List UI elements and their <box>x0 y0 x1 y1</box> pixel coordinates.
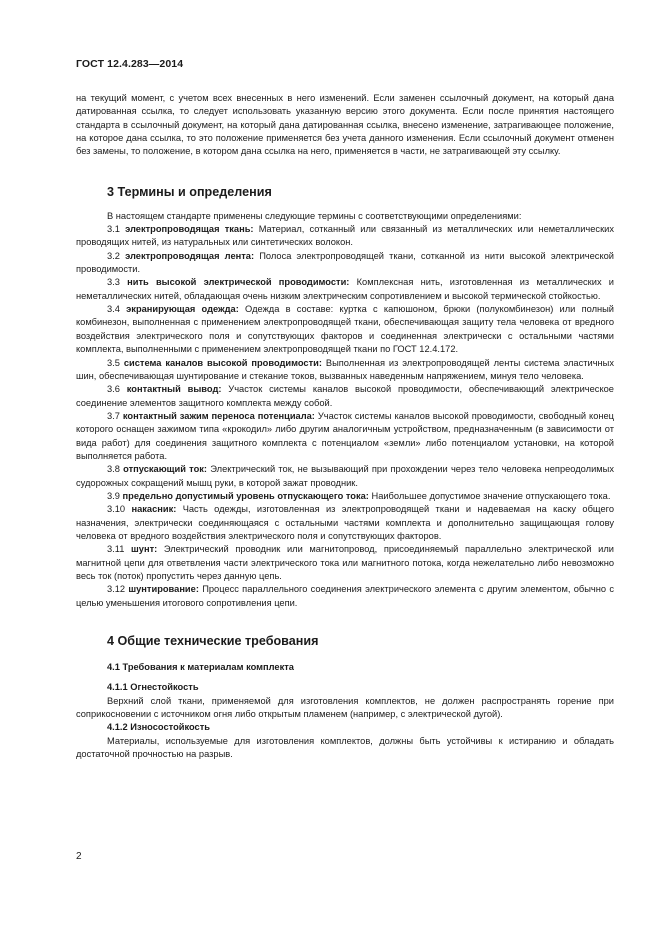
section-3-intro: В настоящем стандарте применены следующие термины с соответствующими определениями: <box>107 210 522 221</box>
term-number: 3.5 <box>107 357 120 368</box>
term-number: 3.7 <box>107 410 120 421</box>
term-entry <box>76 543 614 583</box>
term-name: шунтирование: <box>128 584 199 595</box>
page-number: 2 <box>76 851 82 862</box>
term-entry <box>76 357 614 384</box>
term-number: 3.11 <box>107 544 125 555</box>
term-entry <box>76 503 614 543</box>
term-number: 3.10 <box>107 504 126 515</box>
term-number: 3.12 <box>107 584 126 595</box>
subsection-4-1-heading: 4.1 Требования к материалам комплекта <box>107 662 294 673</box>
term-definition: Комплексная нить, изготовленная из металлических и неметаллических нитей, обладающая очень низким электрическим сопротивлением и высокой термической стойкостью. <box>76 277 614 301</box>
term-name: контактный зажим переноса потенциала: <box>122 410 315 421</box>
terms-list <box>76 223 614 610</box>
term-definition: Материал, сотканный или связанный из металлических или неметаллических проводящих нитей, из натуральных или синтетических волокон. <box>76 224 614 248</box>
term-name: электропроводящая ткань: <box>125 224 254 235</box>
term-name: экранирующая одежда: <box>126 304 239 315</box>
term-definition: Участок системы каналов высокой проводимости, обеспечивающий электрическое соединение элементов защитного комплекта между собой. <box>76 384 614 408</box>
term-name: электропроводящая лента: <box>125 250 255 261</box>
term-definition: Процесс параллельного соединения электрического элемента с другим элементом, обычно с целью уменьшения итогового сопротивления цепи. <box>76 584 614 608</box>
subsection-4-1-1-heading: 4.1.1 Огнестойкость <box>107 682 199 693</box>
term-number: 3.9 <box>107 490 120 501</box>
intro-paragraph: на текущий момент, с учетом всех внесенных в него изменений. Если заменен ссылочный документ, на который дана датированная ссылка, то следует использовать указанную версию этого документа. Если после принятия настоящего стандарта в ссылочный документ, на который дана датированная ссылка, внесено изменение, затрагивающее положение, на которое дана ссылка, то это положение применяется без учета данного изменения. Если ссылочный документ отменен без замены, то положение, в котором дана ссылка на него, применяется в части, не затрагивающей эту ссылку. <box>76 93 614 157</box>
document-header: ГОСТ 12.4.283—2014 <box>76 58 184 70</box>
term-definition: Часть одежды, изготовленная из электропроводящей ткани и надеваемая на каску общего назначения, электрически соединяющаяся с остальными частями комплекта и дополнительно защищающая голову человека от вредного воздействия электрического поля и сопутствующих факторов. <box>76 504 614 541</box>
term-definition: Наибольшее допустимое значение отпускающего тока. <box>371 490 611 501</box>
term-entry <box>76 463 614 490</box>
term-definition: Полоса электропроводящей ткани, сотканной из нити высокой электрической проводимости. <box>76 250 614 275</box>
term-number: 3.2 <box>107 250 120 261</box>
subsection-4-1-1-text: Верхний слой ткани, применяемой для изготовления комплектов, не должен распространять горение при соприкосновении с источником огня либо открытым пламенем (например, с электрической дугой). <box>76 695 614 720</box>
term-definition: Электрический проводник или магнитопровод, присоединяемый параллельно электрической или магнитной цепи для ответвления части электрического тока или магнитного потока, когда нежелательно либо невозможно весь ток (поток) пропустить через данную цепь. <box>76 544 614 581</box>
term-number: 3.1 <box>107 224 120 235</box>
term-definition: Электрический ток, не вызывающий при прохождении через тело человека непреодолимых судорожных сокращений мышц руки, в которой зажат проводник. <box>76 464 614 488</box>
term-definition: Выполненная из электропроводящей ленты система эластичных шин, обеспечивающая шунтирование и стекание токов, вызванных наведенным напряжением, минуя тело человека. <box>76 357 615 381</box>
term-name: шунт: <box>131 544 158 555</box>
document-body <box>76 92 614 761</box>
term-entry <box>76 223 614 250</box>
section-4-heading: 4 Общие технические требования <box>107 634 319 649</box>
term-name: предельно допустимый уровень отпускающего тока: <box>122 490 369 501</box>
term-name: отпускающий ток: <box>123 464 208 475</box>
term-entry <box>76 410 614 463</box>
term-name: контактный вывод: <box>126 384 222 395</box>
term-number: 3.4 <box>107 304 120 315</box>
term-definition: Одежда в составе: куртка с капюшоном, брюки (полукомбинезон) или полный комбинезон, выполненная с применением электропроводящей ткани, обеспечивающая защиту тела человека от вредного воздействия электрического поля и сопутствующих факторов и соединенная электрически с остальными частями комплекта, выполненными с применением электропроводящей ткани по ГОСТ 12.4.172. <box>76 304 615 355</box>
section-3-heading: 3 Термины и определения <box>107 184 272 199</box>
term-entry <box>76 276 614 303</box>
term-entry <box>76 250 614 277</box>
term-number: 3.6 <box>107 384 120 395</box>
term-name: накасник: <box>131 504 177 515</box>
term-number: 3.8 <box>107 464 120 475</box>
subsection-4-1-2-heading: 4.1.2 Износостойкость <box>107 722 210 733</box>
term-name: нить высокой электрической проводимости: <box>127 277 350 288</box>
term-entry <box>76 490 614 503</box>
term-entry <box>76 303 614 356</box>
term-entry <box>76 583 614 610</box>
term-entry <box>76 383 614 410</box>
term-name: система каналов высокой проводимости: <box>123 357 322 368</box>
term-definition: Участок системы каналов высокой проводимости, свободный конец которого оснащен зажимом типа «крокодил» либо другим аналогичным устройством, предназначенным (в зависимости от вида работ) для соединения защитного комплекта с потенциалом «земли» либо потенциалом установки, на которой выполняется работа. <box>76 410 614 461</box>
subsection-4-1-2-text: Материалы, используемые для изготовления комплектов, должны быть устойчивы к истиранию и обладать достаточной прочностью на разрыв. <box>76 735 614 760</box>
term-number: 3.3 <box>107 277 120 288</box>
